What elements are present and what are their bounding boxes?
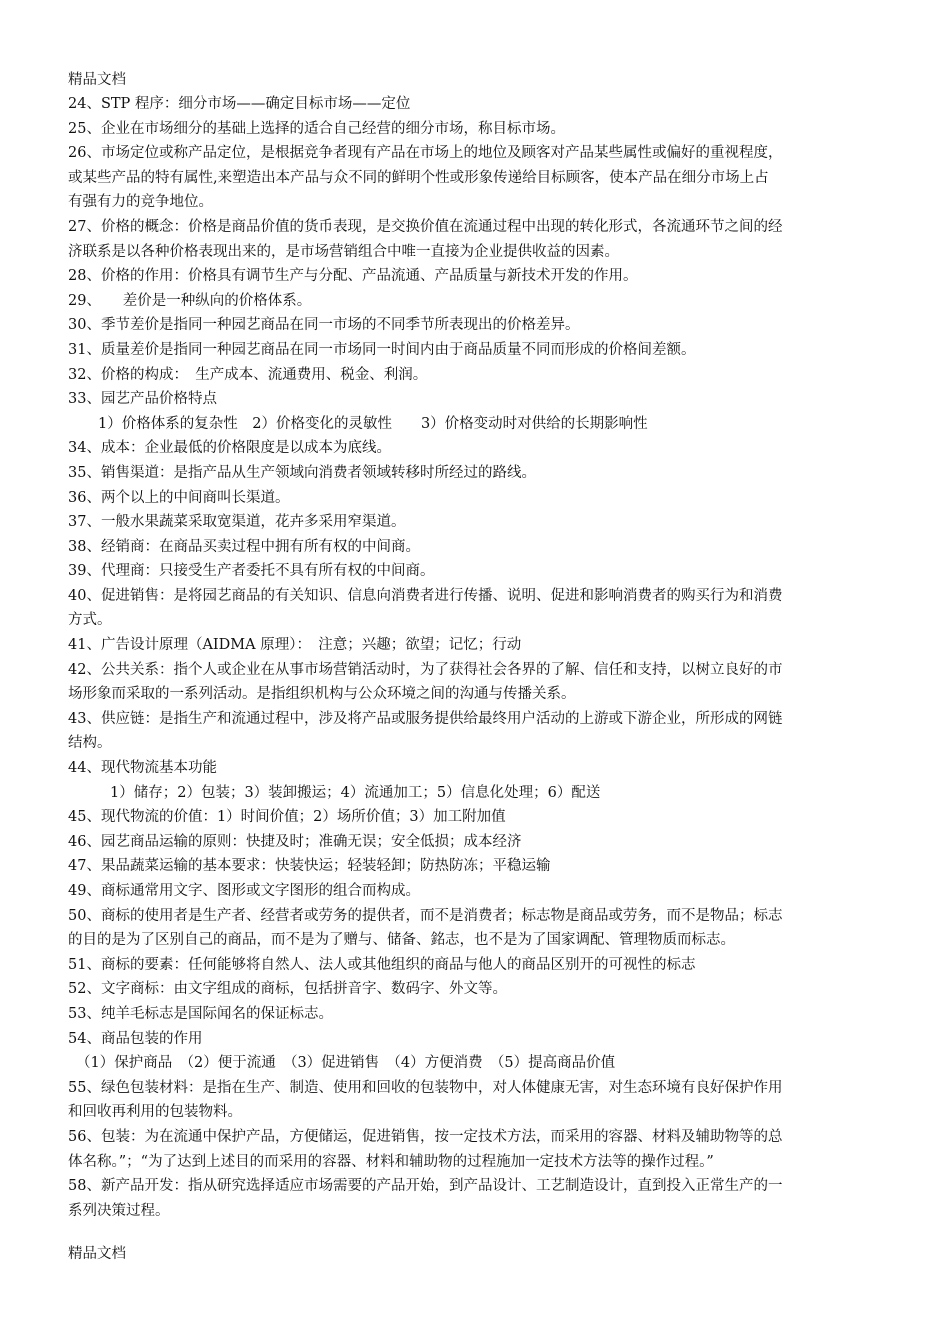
text-line: 32、价格的构成： 生产成本、流通费用、税金、利润。	[68, 366, 428, 383]
page-footer: 精品文档	[68, 1246, 126, 1262]
text-line: 49、商标通常用文字、图形或文字图形的组合而构成。	[68, 883, 420, 899]
text-line: 28、价格的作用：价格具有调节生产与分配、产品流通、产品质量与新技术开发的作用。	[68, 268, 638, 285]
text-line: 1）价格体系的复杂性 2）价格变化的灵敏性 3）价格变动时对供给的长期影响性	[98, 415, 648, 432]
text-line: 44、现代物流基本功能	[68, 760, 217, 777]
text-line: 济联系是以各种价格表现出来的，是市场营销组合中唯一直接为企业提供收益的因素。	[68, 243, 619, 260]
text-line: 31、质量差价是指同一种园艺商品在同一市场同一时间内由于商品质量不同而形成的价格间差额。	[68, 341, 696, 358]
text-line: 的目的是为了区别自己的商品，而不是为了赠与、储备、銘志，也不是为了国家调配、管理物质而标志。	[68, 932, 735, 949]
text-line: 33、园艺产品价格特点	[68, 391, 217, 408]
text-line: 36、两个以上的中间商叫长渠道。	[68, 489, 290, 506]
text-line: 34、成本：企业最低的价格限度是以成本为底线。	[68, 440, 391, 457]
text-line: 39、代理商：只接受生产者委托不具有所有权的中间商。	[68, 563, 435, 580]
document-body	[68, 92, 883, 1223]
text-line: 51、商标的要素：任何能够将自然人、法人或其他组织的商品与他人的商品区别开的可视性的标志	[68, 956, 696, 973]
text-line: 52、文字商标：由文字组成的商标，包括拼音字、数码字、外文等。	[68, 981, 507, 998]
text-line: 55、绿色包装材料：是指在生产、制造、使用和回收的包装物中，对人体健康无害，对生态环境有良好保护作用	[68, 1079, 783, 1096]
text-line: 42、公共关系：指个人或企业在从事市场营销活动时，为了获得社会各界的了解、信任和支持，以树立良好的市	[68, 661, 783, 678]
text-line: 有强有力的竞争地位。	[68, 194, 213, 211]
text-line: 29、 差价是一种纵向的价格体系。	[68, 292, 312, 309]
text-line: 43、供应链：是指生产和流通过程中，涉及将产品或服务提供给最终用户活动的上游或下游企业，所形成的网链	[68, 710, 783, 727]
text-line: 25、企业在市场细分的基础上选择的适合自己经营的细分市场，称目标市场。	[68, 120, 565, 137]
text-line: 24、STP 程序：细分市场——确定目标市场——定位	[68, 96, 411, 112]
text-line: 27、价格的概念：价格是商品价值的货币表现，是交换价值在流通过程中出现的转化形式，各流通环节之间的经	[68, 218, 783, 235]
text-line: 54、商品包装的作用	[68, 1030, 203, 1047]
text-line: 58、新产品开发：指从研究选择适应市场需要的产品开始，到产品设计、工艺制造设计，直到投入正常生产的一	[68, 1178, 783, 1195]
text-line: 53、纯羊毛标志是国际闻名的保证标志。	[68, 1005, 333, 1022]
text-line: 37、一般水果蔬菜采取宽渠道，花卉多采用窄渠道。	[68, 514, 406, 531]
text-line: 结构。	[68, 735, 112, 752]
text-line: 35、销售渠道：是指产品从生产领域向消费者领域转移时所经过的路线。	[68, 464, 536, 481]
text-line: 体名称。”；“为了达到上述目的而采用的容器、材料和辅助物的过程施加一定技术方法等的操作过程。”	[68, 1153, 714, 1170]
text-line: 30、季节差价是指同一种园艺商品在同一市场的不同季节所表现出的价格差异。	[68, 317, 580, 334]
text-line: 38、经销商：在商品买卖过程中拥有所有权的中间商。	[68, 538, 420, 555]
text-line: 1）储存；2）包装；3）装卸搬运；4）流通加工；5）信息化处理；6）配送	[110, 784, 601, 801]
page-header: 精品文档	[68, 72, 126, 88]
text-line: 方式。	[68, 612, 112, 629]
text-line: 40、促进销售：是将园艺商品的有关知识、信息向消费者进行传播、说明、促进和影响消费者的购买行为和消费	[68, 587, 783, 604]
text-line: 26、市场定位或称产品定位，是根据竞争者现有产品在市场上的地位及顾客对产品某些属性或偏好的重视程度，	[68, 145, 783, 162]
text-line: 41、广告设计原理（AIDMA 原理）： 注意；兴趣；欲望；记忆；行动	[68, 637, 522, 654]
text-line: 或某些产品的特有属性,来塑造出本产品与众不同的鲜明个性或形象传递给目标顾客，使本产品在细分市场上占	[68, 169, 769, 186]
text-line: 45、现代物流的价值：1）时间价值；2）场所价值；3）加工附加值	[68, 809, 506, 826]
text-line: （1）保护商品 （2）便于流通 （3）促进销售 （4）方便消费 （5）提高商品价值	[76, 1055, 616, 1072]
text-line: 46、园艺商品运输的原则：快捷及时；准确无误；安全低损；成本经济	[68, 833, 522, 850]
text-line: 47、果品蔬菜运输的基本要求：快装快运；轻装轻卸；防热防冻；平稳运输	[68, 858, 551, 875]
text-line: 和回收再利用的包装物料。	[68, 1104, 242, 1121]
text-line: 场形象而采取的一系列活动。是指组织机构与公众环境之间的沟通与传播关系。	[68, 686, 576, 703]
text-line: 56、包装：为在流通中保护产品，方便储运，促进销售，按一定技术方法，而采用的容器、材料及辅助物等的总	[68, 1128, 783, 1145]
text-line: 系列决策过程。	[68, 1202, 170, 1219]
text-line: 50、商标的使用者是生产者、经营者或劳务的提供者，而不是消费者；标志物是商品或劳务，而不是物品；标志	[68, 907, 783, 924]
